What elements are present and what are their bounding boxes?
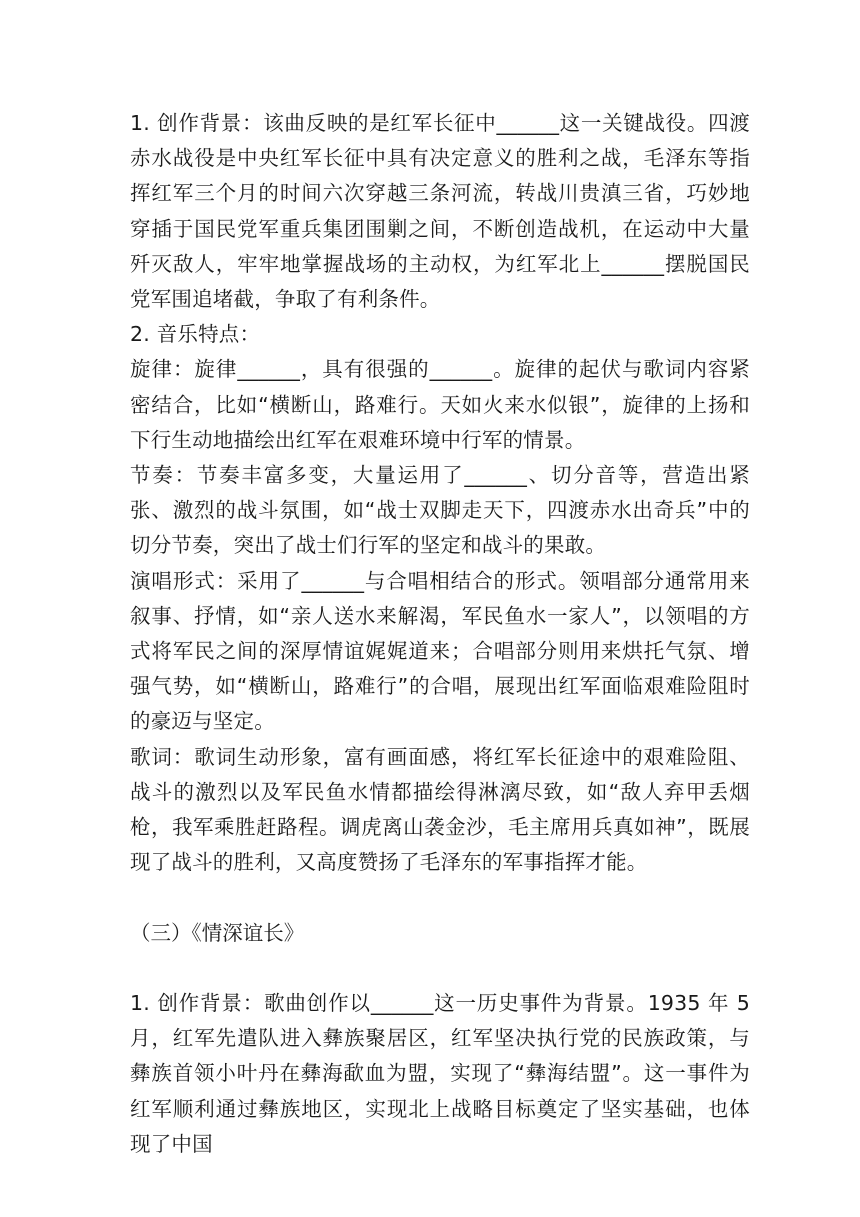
- paragraph-background-2: 1. 创作背景：歌曲创作以______这一历史事件为背景。1935 年 5 月，红军先遣队进入彝族聚居区，红军坚决执行党的民族政策，与彝族首领小叶丹在彝海歃血为盟，实现了“彝海结盟”。这一事件为红军顺利通过彝族地区，实现北上战略目标奠定了坚实基础，也体现了中国: [130, 991, 750, 1156]
- document-body: [130, 106, 750, 1162]
- paragraph-rhythm: 节奏：节奏丰富多变，大量运用了______、切分音等，营造出紧张、激烈的战斗氛围，如“战士双脚走天下，四渡赤水出奇兵”中的切分节奏，突出了战士们行军的坚定和战斗的果敢。: [130, 463, 750, 558]
- spacer: [130, 880, 750, 915]
- spacer: [130, 951, 750, 986]
- paragraph-music-features-heading: 2. 音乐特点：: [130, 322, 261, 347]
- section-heading: （三）《情深谊长》: [130, 920, 305, 945]
- paragraph-melody: 旋律：旋律______，具有很强的______。旋律的起伏与歌词内容紧密结合，比如“横断山，路难行。天如火来水似银”，旋律的上扬和下行生动地描绘出红军在艰难环境中行军的情景。: [130, 357, 750, 452]
- paragraph-background-1: 1. 创作背景：该曲反映的是红军长征中______这一关键战役。四渡赤水战役是中央红军长征中具有决定意义的胜利之战，毛泽东等指挥红军三个月的时间六次穿越三条河流，转战川贵滇三省，巧妙地穿插于国民党军重兵集团围剿之间，不断创造战机，在运动中大量歼灭敌人，牢牢地掌握战场的主动权，为红军北上______摆脱国民党军围追堵截，争取了有利条件。: [130, 111, 750, 312]
- paragraph-singing-form: 演唱形式：采用了______与合唱相结合的形式。领唱部分通常用来叙事、抒情，如“亲人送水来解渴，军民鱼水一家人”，以领唱的方式将军民之间的深厚情谊娓娓道来；合唱部分则用来烘托气氛、增强气势，如“横断山，路难行”的合唱，展现出红军面临艰难险阻时的豪迈与坚定。: [130, 568, 750, 734]
- paragraph-lyrics: 歌词：歌词生动形象，富有画面感，将红军长征途中的艰难险阻、战斗的激烈以及军民鱼水情都描绘得淋漓尽致，如“敌人弃甲丢烟枪，我军乘胜赶路程。调虎离山袭金沙，毛主席用兵真如神”，既展现了战斗的胜利，又高度赞扬了毛泽东的军事指挥才能。: [130, 744, 750, 875]
